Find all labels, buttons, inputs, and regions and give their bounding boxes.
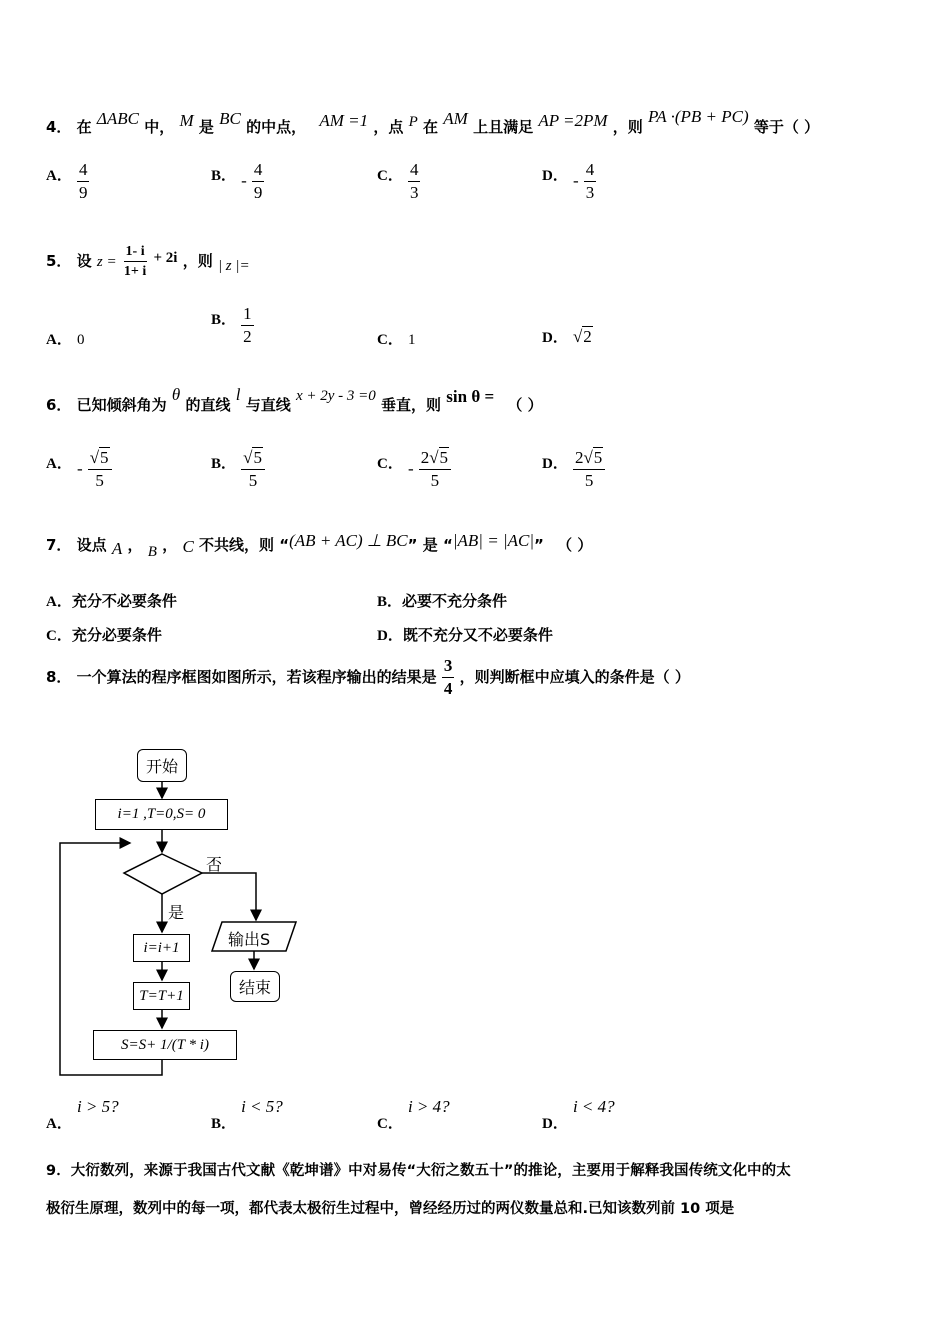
decision-diamond [124,854,202,894]
q4-option-b[interactable]: B． - $\frac{4}{9}$ [211,160,263,202]
q4-options [46,160,746,210]
q5-option-c[interactable]: C． 1 [377,332,416,348]
flow-yes-label: 是 [168,903,185,922]
q4-option-d[interactable]: D． - $\frac{4}{3}$ [542,160,595,202]
triangle-abc: ΔABC [96,109,140,128]
q8-option-a[interactable]: A． i > 5? [46,1097,119,1132]
flow-no-label: 否 [206,855,223,874]
q7-option-b[interactable]: B．必要不充分条件 [377,592,508,610]
q8-options [46,1096,746,1136]
flow-update-s: S=S+ 1/(T * i) [93,1030,237,1060]
question-9-line-2: 极衍生原理，数列中的每一项，都代表太极衍生过程中，曾经经历过的两仪数量总和.已知该数列前 10 项是 [46,1201,735,1217]
flowchart [0,740,320,1085]
q7-number: 7． [46,536,72,554]
q5-option-b[interactable]: B． $\frac{1}{2}$ [211,304,252,346]
q5-option-d[interactable]: D． √2 [542,327,592,346]
q7-option-d[interactable]: D．既不充分又不必要条件 [377,626,553,644]
q8-number: 8． [46,668,72,686]
q4-number: 4． [46,118,72,136]
question-4: 4． 在 ΔABC 中， M 是 BC 的中点， AM =1 ，点 P 在 AM 上且满足 AP =2PM ，则 PA ·(PB + PC) 等于（ ） [46,107,820,136]
flow-inc-i: i=i+1 [133,934,190,962]
flow-init: i=1 ,T=0,S= 0 [95,799,228,830]
q6-option-d[interactable]: D． $\frac{2√5}{5}$ [542,448,605,491]
q5-option-a[interactable]: A． 0 [46,332,85,348]
q6-option-c[interactable]: C． - $\frac{2√5}{5}$ [377,448,451,491]
condition-1: (AB + AC) ⊥ BC [289,531,408,550]
q6-option-a[interactable]: A． - $\frac{√5}{5}$ [46,448,112,491]
q8-option-b[interactable]: B． i < 5? [211,1097,283,1132]
condition-2: |AB| = |AC| [452,531,535,550]
flow-start: 开始 [137,749,187,782]
question-8: 8． 一个算法的程序框图如图所示，若该程序输出的结果是 $\frac{3}{4}$ ，则判断框中应填入的条件是（ ） [46,656,690,698]
question-5: 5． 设 z = $\frac{1- i}{1+ i}$ + 2i ，则 | z |= [46,244,250,279]
q8-option-c[interactable]: C． i > 4? [377,1097,450,1132]
flow-inc-t: T=T+1 [133,982,190,1010]
question-7: 7． 设点 A ， B ， C 不共线，则 “(AB + AC) ⊥ BC” 是 “|AB| = |AC|” （ ） [46,531,593,560]
q6-options [46,448,746,498]
q6-option-b[interactable]: B． $\frac{√5}{5}$ [211,448,265,491]
q7-option-c[interactable]: C．充分必要条件 [46,626,162,644]
q8-option-d[interactable]: D． i < 4? [542,1097,615,1132]
q5-number: 5． [46,252,72,270]
q6-number: 6． [46,396,72,414]
q4-option-a[interactable]: A． $\frac{4}{9}$ [46,160,88,202]
q7-option-a[interactable]: A．充分不必要条件 [46,592,177,610]
q5-options [46,304,746,354]
flow-output: 输出S [228,930,271,949]
question-9-line-1: 9．大衍数列，来源于我国古代文献《乾坤谱》中对易传“大衍之数五十”的推论，主要用于解释我国传统文化中的太 [46,1163,791,1179]
q4-option-c[interactable]: C． $\frac{4}{3}$ [377,160,419,202]
question-6: 6． 已知倾斜角为 θ 的直线 l 与直线 x + 2y - 3 =0 垂直，则 sin θ = （ ） [46,385,543,414]
flow-end: 结束 [230,971,280,1002]
vector-expression: PA ·(PB + PC) [648,107,749,126]
